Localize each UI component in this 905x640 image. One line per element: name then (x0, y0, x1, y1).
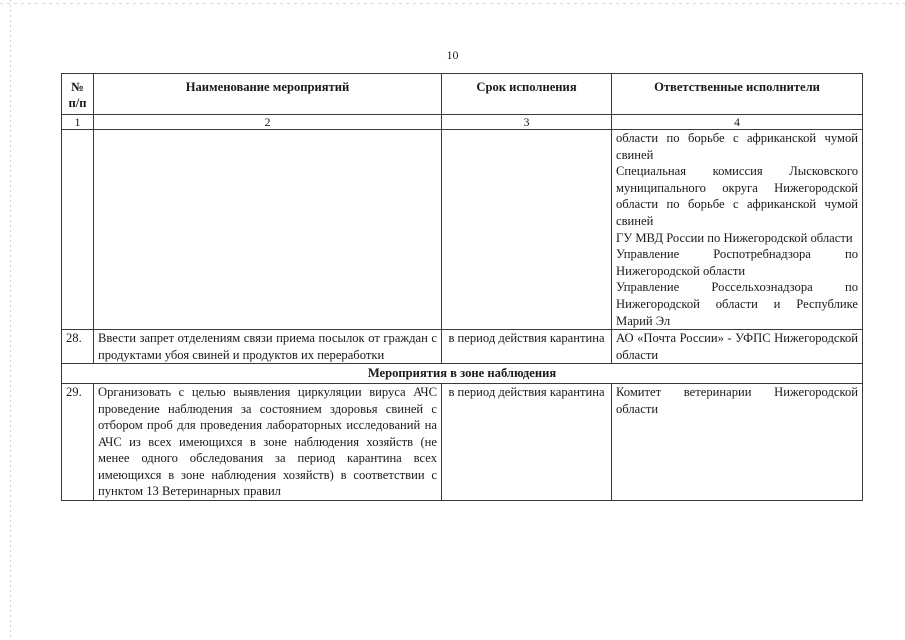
header-action: Наименование мероприятий (94, 74, 442, 115)
column-number: 4 (612, 115, 863, 130)
responsible-item: Специальная комиссия Лысковского муниципального округа Нижегородской области по борьбе с африканской чумой свиней (616, 164, 858, 228)
column-number: 1 (62, 115, 94, 130)
responsible-item: Управление Россельхознадзора по Нижегородской области и Республике Марий Эл (616, 280, 858, 328)
header-num: № п/п (62, 74, 94, 115)
row-term: в период действия карантина (442, 330, 612, 364)
measures-table (61, 73, 863, 501)
section-title: Мероприятия в зоне наблюдения (62, 364, 863, 384)
column-number: 2 (94, 115, 442, 130)
continuation-num-cell (62, 130, 94, 330)
responsible-item: области по борьбе с африканской чумой свиней (616, 131, 858, 162)
row-responsible: Комитет ветеринарии Нижегородской области (612, 383, 863, 500)
continuation-row (62, 130, 863, 330)
row-num: 29. (62, 383, 94, 500)
continuation-responsible-cell (612, 130, 863, 330)
row-num: 28. (62, 330, 94, 364)
scan-top-edge (0, 3, 905, 4)
scan-left-edge (10, 0, 11, 640)
column-number-row (62, 115, 863, 130)
section-row (62, 364, 863, 384)
row-responsible: АО «Почта России» - УФПС Нижегородской области (612, 330, 863, 364)
continuation-action-cell (94, 130, 442, 330)
row-action: Ввести запрет отделениям связи приема посылок от граждан с продуктами убоя свиней и продуктов их переработки (94, 330, 442, 364)
responsible-item: ГУ МВД России по Нижегородской области (616, 230, 853, 245)
table-row-28 (62, 330, 863, 364)
header-responsible: Ответственные исполнители (612, 74, 863, 115)
column-number: 3 (442, 115, 612, 130)
table-row-29 (62, 383, 863, 500)
row-term: в период действия карантина (442, 383, 612, 500)
continuation-term-cell (442, 130, 612, 330)
header-row (62, 74, 863, 115)
row-action: Организовать с целью выявления циркуляции вируса АЧС проведение наблюдения за состоянием здоровья свиней с отбором проб для проведения лабораторных исследований на АЧС из всех имеющихся в зоне наблюдения хозяйств (не менее одного обследования за период карантина всех имеющихся в зоне наблюдения хозяйств) в соответствии с пунктом 13 Ветеринарных правил (94, 383, 442, 500)
header-term: Срок исполнения (442, 74, 612, 115)
responsible-item: Управление Роспотребнадзора по Нижегородской области (616, 247, 858, 278)
page-number: 10 (446, 48, 459, 62)
